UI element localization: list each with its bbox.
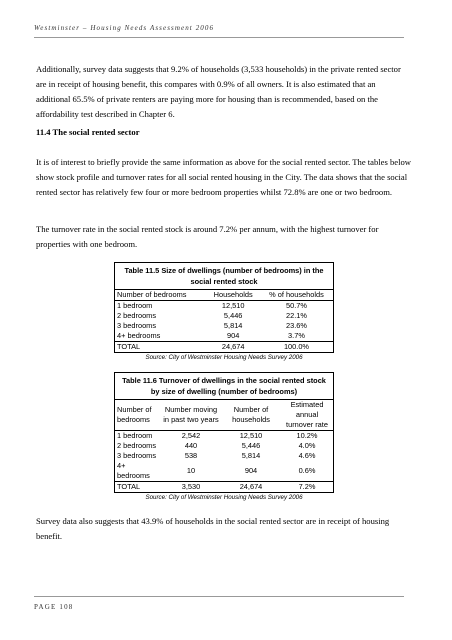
table-cell: 10.2% (296, 431, 318, 440)
table-cell: 12,510 (221, 301, 245, 310)
column-header: Households (206, 290, 260, 301)
table-source: Source: City of Westminster Housing Needs Survey 2006 (145, 494, 303, 501)
paragraph-turnover: The turnover rate in the social rented stock is around 7.2% per annum, with the highest turnover for properties with one bedroom. (36, 224, 379, 249)
table-row (115, 461, 333, 482)
table-cell: 4.6% (298, 451, 316, 460)
table-cell: 4.0% (298, 441, 316, 450)
table-cell: 100.0% (260, 342, 333, 353)
table-cell: 4+ bedrooms (117, 461, 150, 480)
table-cell: 24,674 (206, 342, 260, 353)
column-header: Number of bedrooms (115, 400, 161, 431)
table-cell: 3,530 (161, 482, 221, 493)
section-heading: 11.4 The social rented sector (36, 127, 140, 137)
table-cell: 5,446 (223, 311, 243, 320)
table-cell: 24,674 (221, 482, 281, 493)
table-cell: 2 bedrooms (117, 441, 157, 450)
table-cell: 5,446 (241, 441, 261, 450)
table-total-row (115, 342, 333, 353)
column-header: Estimated annual turnover rate (281, 400, 333, 431)
table-cell: 3 bedrooms (117, 321, 157, 330)
column-header: Number moving in past two years (161, 400, 221, 431)
table-caption: Table 11.5 Size of dwellings (number of bedrooms) in the social rented stock (114, 262, 334, 290)
paragraph-private-rented: Additionally, survey data suggests that 9.2% of households (3,533 households) in the private rented sector are in receipt of housing benefit, this compares with 0.9% of all owners. It is also estimated that an additional 65.5% of private renters are paying more for housing than is recommended, based on the affordability test described in Chapter 6. (36, 64, 401, 119)
table-cell: 1 bedroom (117, 431, 153, 440)
table-row (115, 451, 333, 461)
table-cell: 0.6% (298, 466, 316, 475)
footer-divider (34, 596, 404, 597)
table-cell: 538 (184, 451, 198, 460)
table-cell: 10 (186, 466, 196, 475)
table-cell: 5,814 (241, 451, 261, 460)
table-cell: 2 bedrooms (117, 311, 157, 320)
table-cell: 3 bedrooms (117, 451, 157, 460)
table-cell: 7.2% (281, 482, 333, 493)
column-header: Number of households (221, 400, 281, 431)
table-cell: TOTAL (115, 342, 206, 353)
table-cell: 1 bedroom (117, 301, 153, 310)
table-cell: 12,510 (239, 431, 263, 440)
table-cell: 904 (244, 466, 258, 475)
table-row (115, 311, 333, 321)
table-row (115, 301, 333, 312)
table-cell: 4+ bedrooms (117, 331, 161, 340)
table-cell: 440 (184, 441, 198, 450)
table-cell: TOTAL (115, 482, 161, 493)
column-header: % of households (260, 290, 333, 301)
table-cell: 22.1% (286, 311, 307, 320)
paragraph-housing-benefit: Survey data also suggests that 43.9% of households in the social rented sector are in receipt of housing benefit. (36, 516, 390, 541)
table-row (115, 331, 333, 342)
table-header-row (115, 290, 333, 301)
paragraph-social-intro: It is of interest to briefly provide the same information as above for the social rented sector. The tables below show stock profile and turnover rates for all social rented housing in the City. The data shows that the social rented sector has relatively few four or more bedroom properties whilst 72.8% are one or two bedroom. (36, 157, 411, 197)
table-cell: 5,814 (223, 321, 243, 330)
running-header: Westminster – Housing Needs Assessment 2006 (34, 24, 215, 32)
table-row (115, 441, 333, 451)
table-cell: 50.7% (286, 301, 307, 310)
table-caption: Table 11.6 Turnover of dwellings in the social rented stock by size of dwelling (number of bedrooms) (114, 372, 334, 400)
table-header-row (115, 400, 333, 431)
table-row (115, 321, 333, 331)
page-number: PAGE 108 (34, 603, 74, 611)
table-source: Source: City of Westminster Housing Needs Survey 2006 (145, 354, 303, 361)
table-cell: 904 (227, 331, 240, 340)
table-cell: 3.7% (288, 331, 305, 340)
table-row (115, 431, 333, 442)
table-dwelling-size (114, 262, 334, 361)
header-divider (34, 37, 404, 38)
table-cell: 2,542 (181, 431, 201, 440)
column-header: Number of bedrooms (115, 290, 206, 301)
table-total-row (115, 482, 333, 493)
table-cell: 23.6% (286, 321, 307, 330)
table-turnover (114, 372, 334, 501)
